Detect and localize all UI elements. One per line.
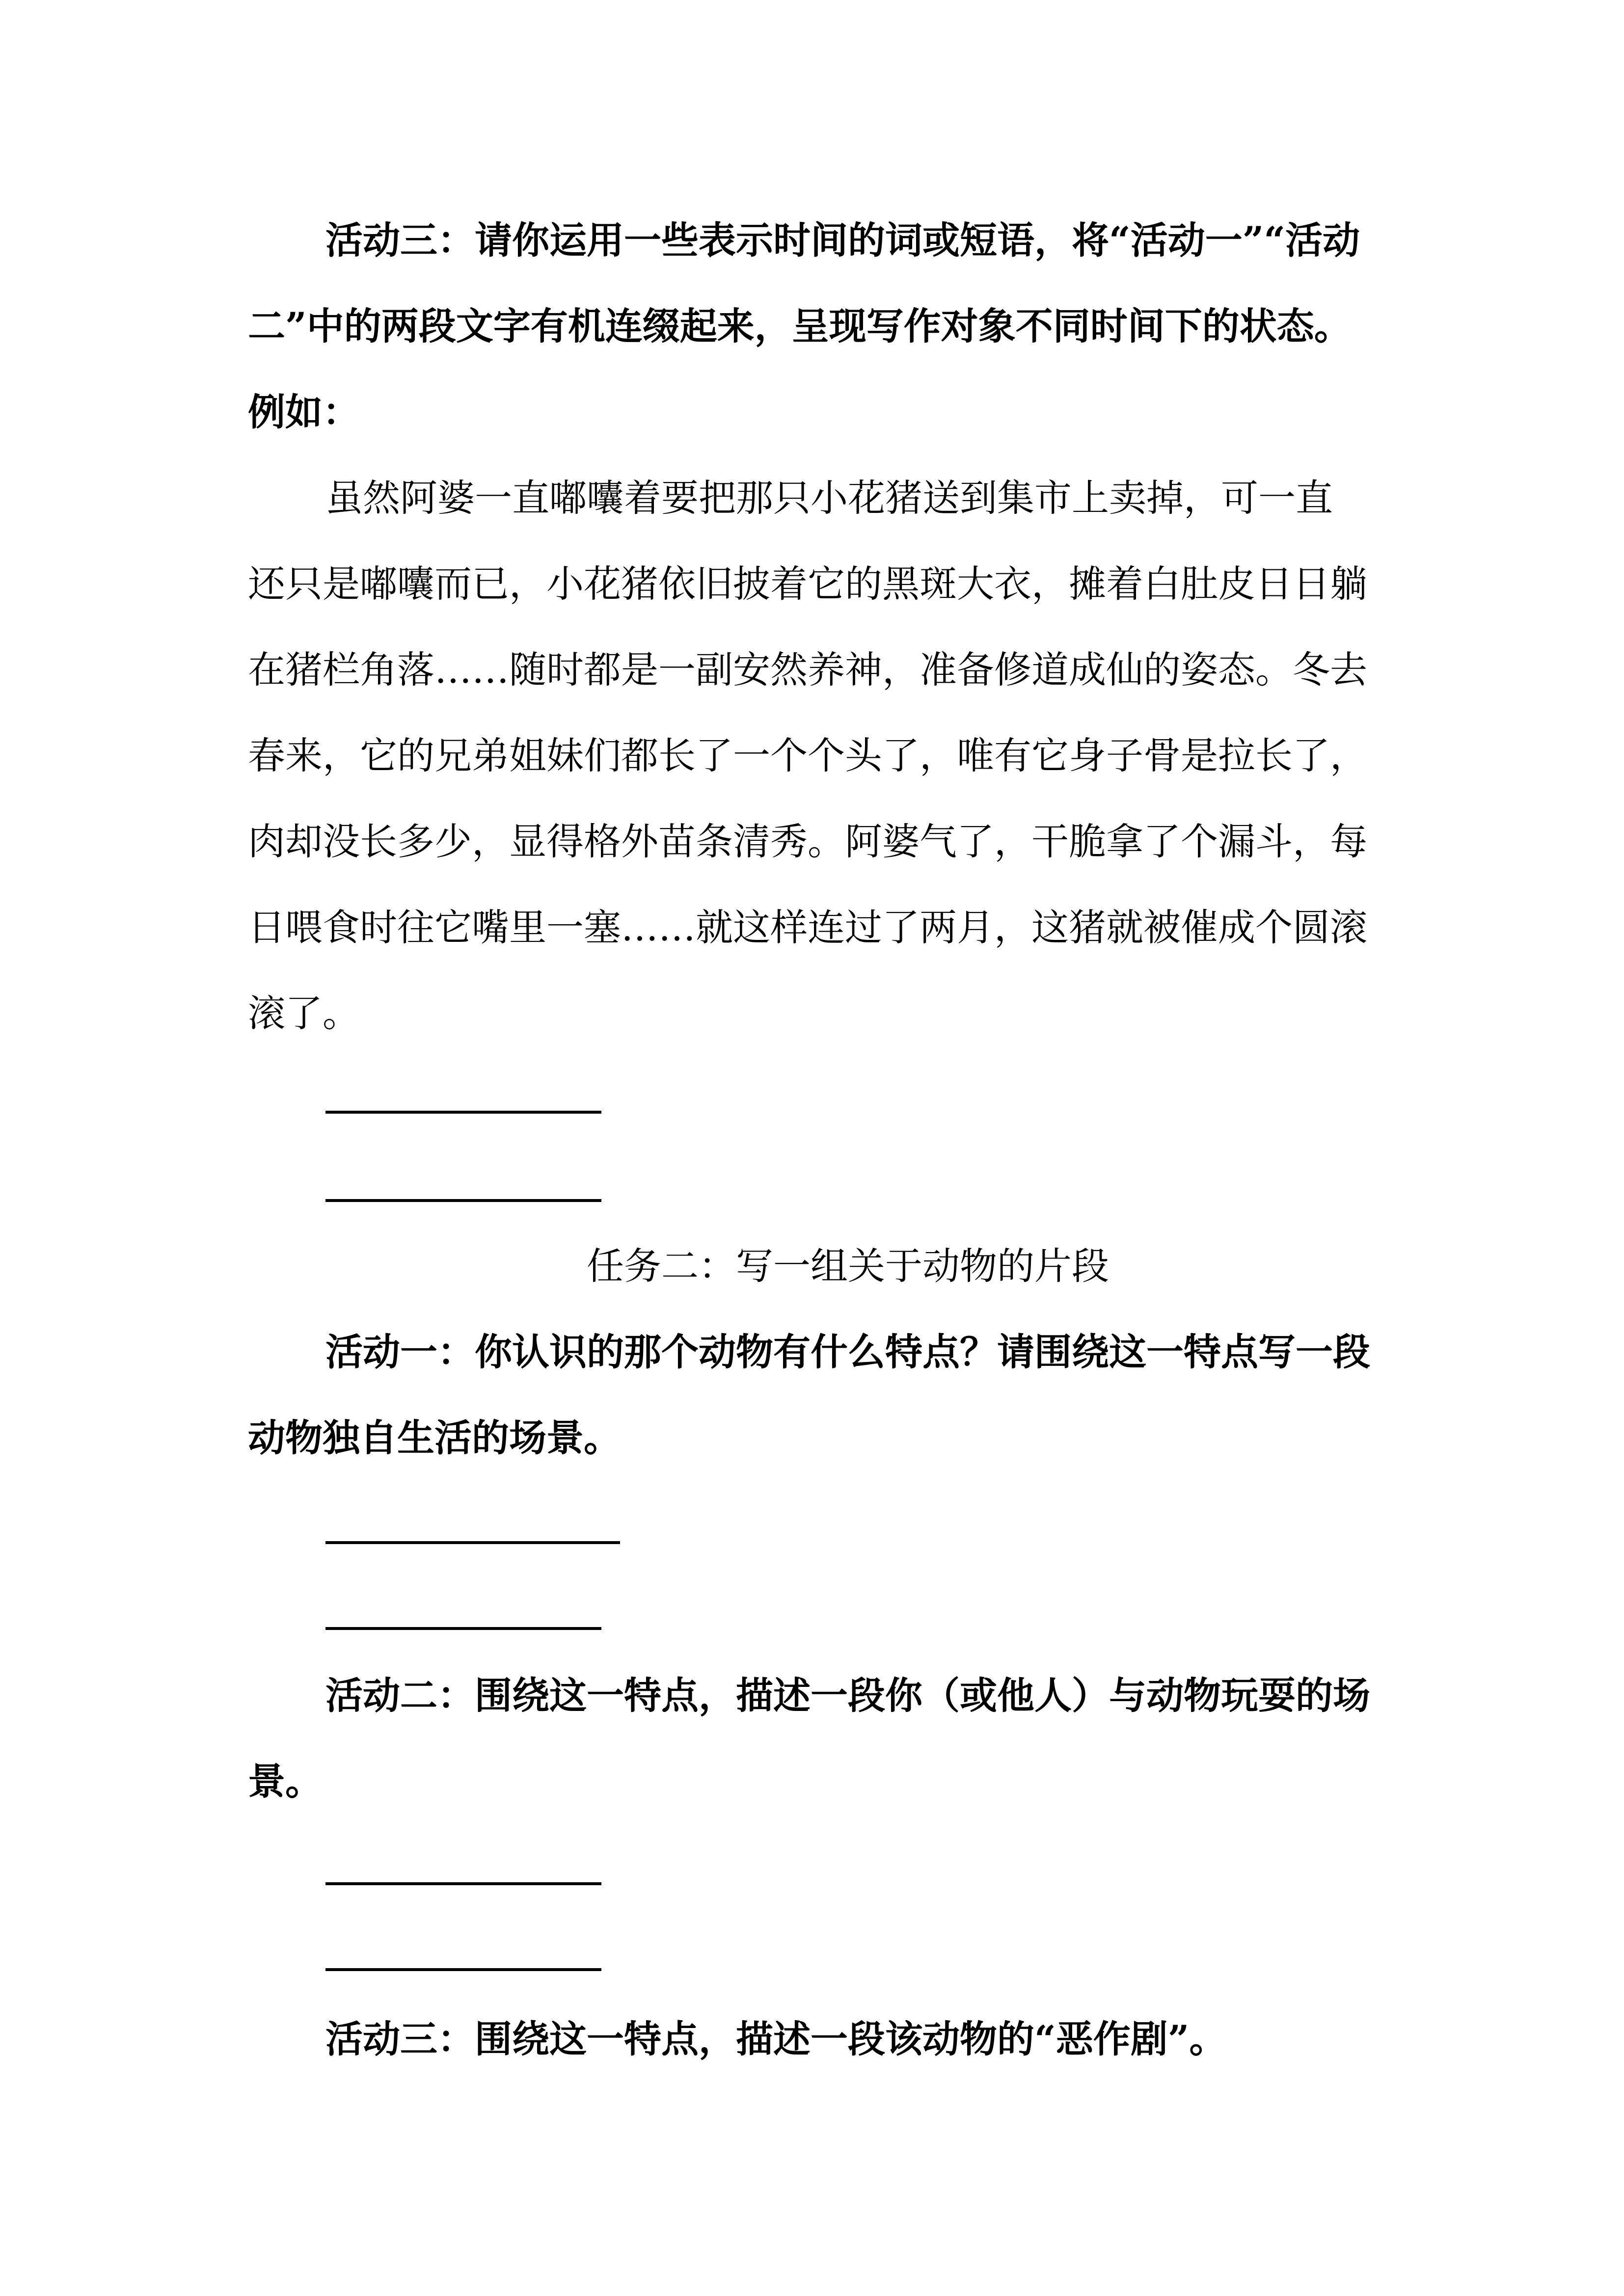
example-line-7: 滚了。 (248, 991, 360, 1035)
task2-activity2-line-2: 景。 (248, 1760, 323, 1803)
activity3-line-3: 例如： (248, 390, 360, 434)
example-line-2: 还只是嘟囔而已，小花猪依旧披着它的黑斑大衣，摊着白肚皮日日躺 (248, 562, 1367, 606)
answer-blank-line (325, 1111, 601, 1114)
example-line-3: 在猪栏角落……随时都是一副安然养神，准备修道成仙的姿态。冬去 (248, 648, 1367, 692)
activity3-line-1: 活动三：请你运用一些表示时间的词或短语，将“活动一”“活动 (325, 218, 1360, 262)
answer-blank-line (325, 1627, 601, 1630)
task2-activity1-line-2: 动物独自生活的场景。 (248, 1416, 621, 1460)
answer-blank-line (325, 1541, 620, 1544)
answer-blank-line (325, 1882, 601, 1885)
task2-title: 任务二：写一组关于动物的片段 (587, 1244, 1109, 1288)
task2-activity3-line: 活动三：围绕这一特点，描述一段该动物的“恶作剧”。 (325, 2017, 1227, 2061)
example-line-5: 肉却没长多少，显得格外苗条清秀。阿婆气了，干脆拿了个漏斗，每 (248, 820, 1367, 863)
example-line-4: 春来，它的兄弟姐妹们都长了一个个头了，唯有它身子骨是拉长了， (248, 734, 1367, 777)
activity3-line-2: 二”中的两段文字有机连缀起来，呈现写作对象不同时间下的状态。 (248, 304, 1352, 348)
example-line-1: 虽然阿婆一直嘟囔着要把那只小花猪送到集市上卖掉，可一直 (325, 476, 1333, 520)
answer-blank-line (325, 1968, 601, 1971)
answer-blank-line (325, 1199, 601, 1202)
task2-activity2-line-1: 活动二：围绕这一特点，描述一段你（或他人）与动物玩耍的场 (325, 1674, 1370, 1717)
example-line-6: 日喂食时往它嘴里一塞……就这样连过了两月，这猪就被催成个圆滚 (248, 906, 1367, 949)
task2-activity1-line-1: 活动一：你认识的那个动物有什么特点？请围绕这一特点写一段 (325, 1330, 1370, 1374)
